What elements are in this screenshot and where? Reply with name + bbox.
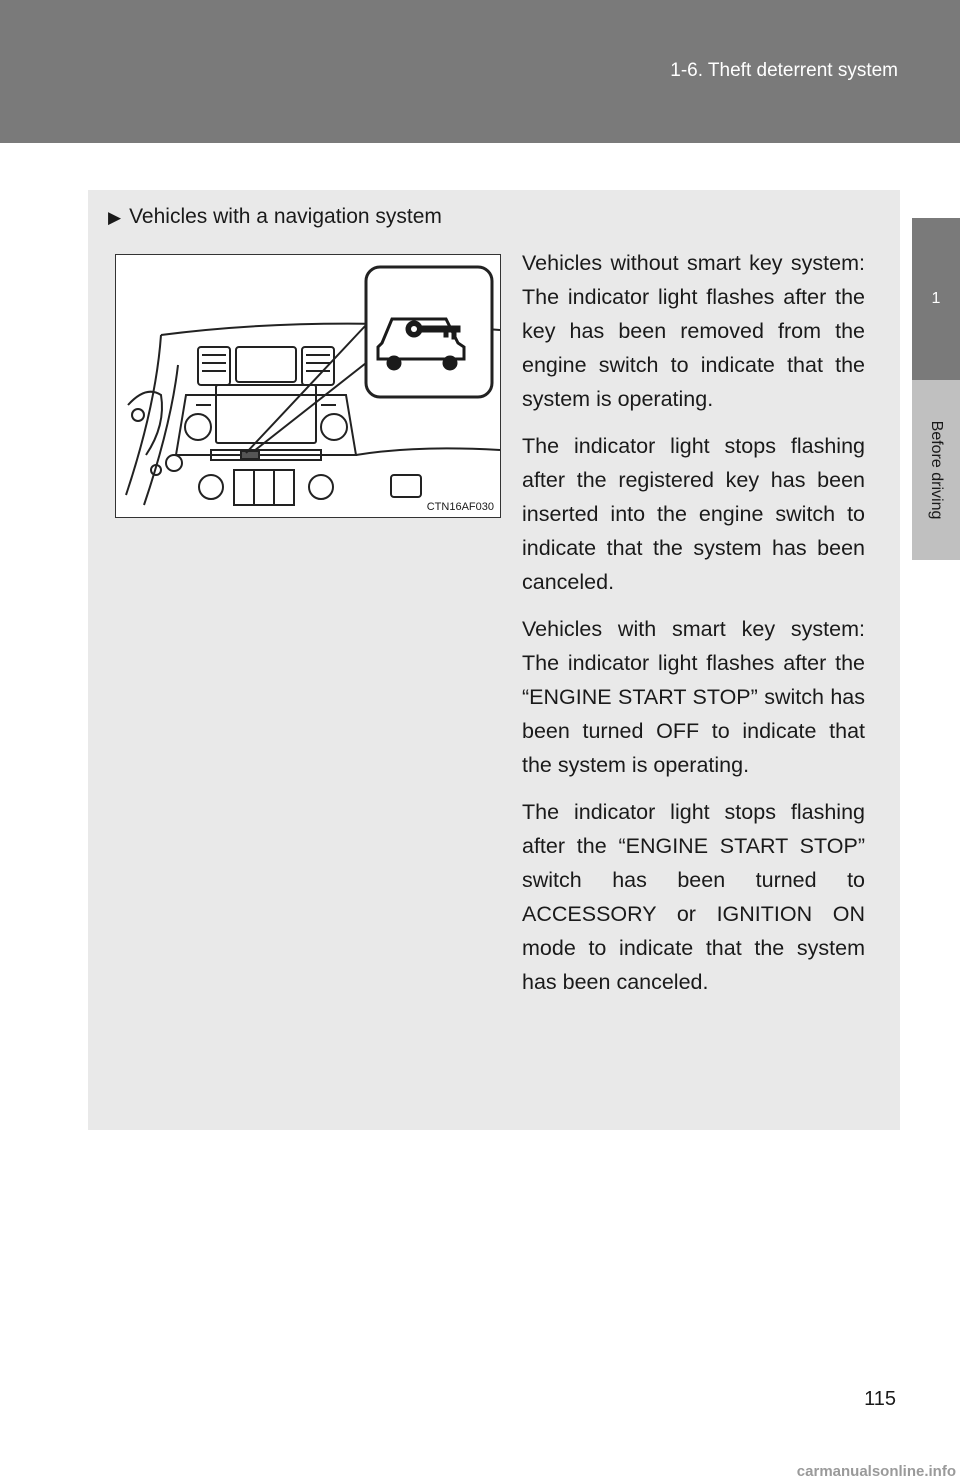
right-vent <box>302 347 334 385</box>
callout-line <box>246 325 366 453</box>
upper-display <box>236 347 296 382</box>
figure-code: CTN16AF030 <box>426 501 494 513</box>
paragraph: Vehicles with smart key system: The indicator light flashes after the “ENGINE START STOP” switch has been turned OFF to indicate that the system is operating. <box>522 617 865 777</box>
right-knob <box>321 414 347 440</box>
page-number: 115 <box>864 1388 896 1410</box>
paragraph: The indicator light stops flashing after the “ENGINE START STOP” switch has been turned to ACCESSORY or IGNITION ON mode to indicate that the system has been canceled. <box>522 800 865 994</box>
paragraph: The indicator light stops flashing after the registered key has been inserted into the engine switch to indicate that the system has been canceled. <box>522 434 865 594</box>
body-text <box>522 246 865 1012</box>
left-knob <box>185 414 211 440</box>
watermark: carmanualsonline.info <box>796 1463 956 1480</box>
section-title: 1-6. Theft deterrent system <box>670 60 898 81</box>
chapter-label: Before driving <box>928 420 945 520</box>
left-vent <box>198 347 230 385</box>
section-heading-text: Vehicles with a navigation system <box>129 205 442 228</box>
security-indicator-light <box>241 451 259 459</box>
section-heading <box>108 205 442 229</box>
dashboard-illustration <box>115 254 501 518</box>
dashboard-drawing <box>116 255 500 517</box>
triangle-bullet-icon: ▶ <box>108 208 122 227</box>
paragraph: Vehicles without smart key system: The indicator light flashes after the key has been removed from the engine switch to indicate that the system is operating. <box>522 251 865 411</box>
chapter-number: 1 <box>931 290 941 307</box>
